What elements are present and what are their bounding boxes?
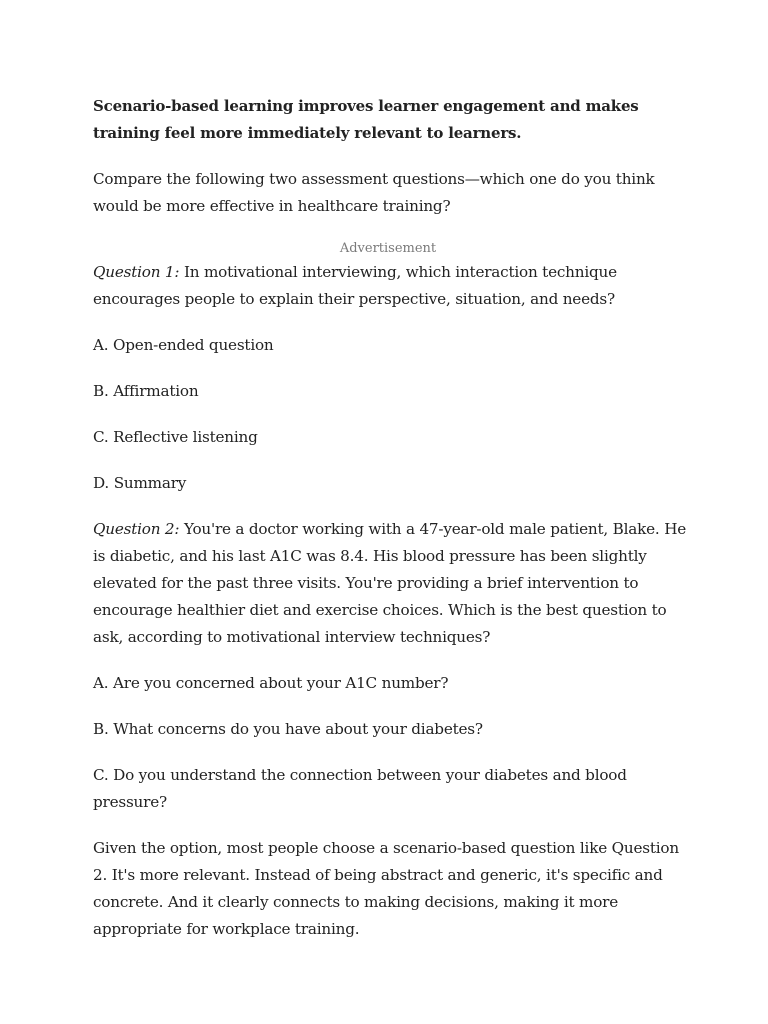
question-1-option-c: C. Reflective listening bbox=[93, 428, 258, 446]
question-2-text: You're a doctor working with a 47-year-old male patient, Blake. He is diabetic, and his last A1C was 8.4. His blood pressure has been slightly elevated for the past three visits. You're providing a brief intervention to encourage healthier diet and exercise choices. Which is the best question to ask, according to motivational interview techniques? bbox=[93, 520, 687, 646]
question-1-option-a: A. Open-ended question bbox=[93, 336, 274, 354]
advertisement-label: Advertisement bbox=[339, 241, 437, 256]
question-1-option-d: D. Summary bbox=[93, 474, 187, 492]
conclusion-paragraph: Given the option, most people choose a scenario-based question like Question 2. It's more relevant. Instead of being abstract and generic, it's specific and concrete. And it clearly connects to making decisions, making it more appropriate for workplace training. bbox=[93, 839, 679, 938]
article-body bbox=[93, 93, 693, 962]
question-2-option-c: C. Do you understand the connection between your diabetes and blood pressure? bbox=[93, 766, 627, 811]
question-2-label: Question 2: bbox=[93, 520, 180, 538]
compare-paragraph: Compare the following two assessment questions—which one do you think would be more effective in healthcare training? bbox=[93, 170, 655, 215]
question-1-label: Question 1: bbox=[93, 263, 180, 281]
question-1-option-b: B. Affirmation bbox=[93, 382, 199, 400]
question-1-text: In motivational interviewing, which interaction technique encourages people to explain their perspective, situation, and needs? bbox=[93, 263, 617, 308]
lead-paragraph: Scenario-based learning improves learner engagement and makes training feel more immediately relevant to learners. bbox=[93, 97, 639, 142]
question-2-option-b: B. What concerns do you have about your diabetes? bbox=[93, 720, 483, 738]
question-1 bbox=[93, 259, 693, 313]
question-2 bbox=[93, 516, 693, 651]
question-2-option-a: A. Are you concerned about your A1C number? bbox=[93, 674, 449, 692]
